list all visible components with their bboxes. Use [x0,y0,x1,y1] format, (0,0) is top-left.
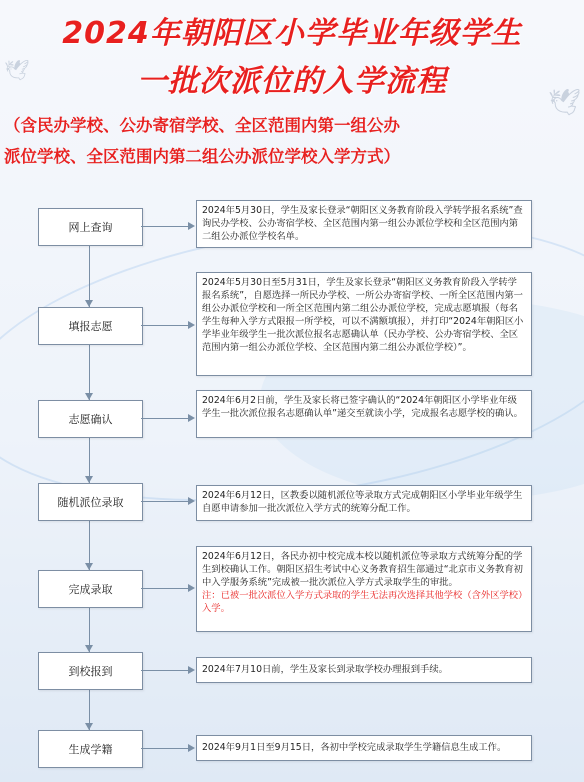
flow-arrow-down [85,476,93,483]
step-note: 注：已被一批次派位入学方式录取的学生无法再次选择其他学校（含外区学校）入学。 [202,590,523,614]
step-connector [141,748,188,749]
subtitle-line-2: 派位学校、全区范围内第二组公办派位学校入学方式） [4,147,400,166]
flow-arrow-down [85,645,93,652]
step-report-to-school: 到校报到 [38,652,143,690]
arrow-right [188,321,195,329]
flow-arrow-down [85,300,93,307]
dove-icon: 🕊 [4,58,30,82]
step-connector [141,418,188,419]
arrow-right [188,666,195,674]
step-description: 2024年5月30日至5月31日，学生及家长登录“朝阳区义务教育阶段入学转学报名系统”，自愿选择一所民办学校、一所公办寄宿学校、一所全区范围内第一组公办派位学校和一所全区范围内第二组公办派位学校，完成志愿填报（每名学生每种入学方式限报一所学校，可以不满额填报），并打印“2024年朝阳区小学毕业年级学生一批次派位报名志愿确认单（民办学校、公办寄宿学校、全区范围内第一组公办派位学校、全区范围内第二组公办派位学校）”。 [196,272,532,376]
title-line-1: 2024年朝阳区小学毕业年级学生 [62,16,522,51]
step-generate-student-record: 生成学籍 [38,730,143,768]
step-connector [141,226,188,227]
step-description: 2024年7月10日前，学生及家长到录取学校办理报到手续。 [196,657,532,683]
flow-arrow-down [85,563,93,570]
step-confirm-preferences: 志愿确认 [38,400,143,438]
title-line-2: 一批次派位的入学流程 [137,64,447,99]
step-description: 2024年6月12日，区教委以随机派位等录取方式完成朝阳区小学毕业年级学生自愿申请参加一批次派位入学方式的统筹分配工作。 [196,485,532,521]
arrow-right [188,584,195,592]
step-connector [141,588,188,589]
flow-arrow-down [85,723,93,730]
step-complete-admission: 完成录取 [38,570,143,608]
step-description-text: 2024年6月12日，各民办初中校完成本校以随机派位等录取方式统筹分配的学生到校确认工作。朝阳区招生考试中心义务教育招生部通过“北京市义务教育初中入学服务系统”完成被一批次派位入学方式录取学生的审批。 [202,551,523,588]
step-connector [141,325,188,326]
step-description: 2024年6月2日前，学生及家长将已签字确认的“2024年朝阳区小学毕业年级学生一批次派位报名志愿确认单”递交至就读小学，完成报名志愿学校的确认。 [196,390,532,438]
arrow-right [188,744,195,752]
step-description: 2024年5月30日，学生及家长登录“朝阳区义务教育阶段入学转学报名系统”查询民办学校、公办寄宿学校、全区范围内第一组公办派位学校和全区范围内第二组公办派位学校名单。 [196,200,532,248]
step-connector [141,670,188,671]
arrow-right [188,497,195,505]
subtitle-line-1: （含民办学校、公办寄宿学校、全区范围内第一组公办 [4,116,400,135]
step-connector [141,501,188,502]
step-online-query: 网上查询 [38,208,143,246]
dove-icon: 🕊 [548,88,582,118]
arrow-right [188,414,195,422]
step-fill-preferences: 填报志愿 [38,307,143,345]
step-random-allocation: 随机派位录取 [38,483,143,521]
flow-arrow-down [85,393,93,400]
step-description: 2024年9月1日至9月15日，各初中学校完成录取学生学籍信息生成工作。 [196,735,532,761]
arrow-right [188,222,195,230]
step-description [196,546,532,632]
